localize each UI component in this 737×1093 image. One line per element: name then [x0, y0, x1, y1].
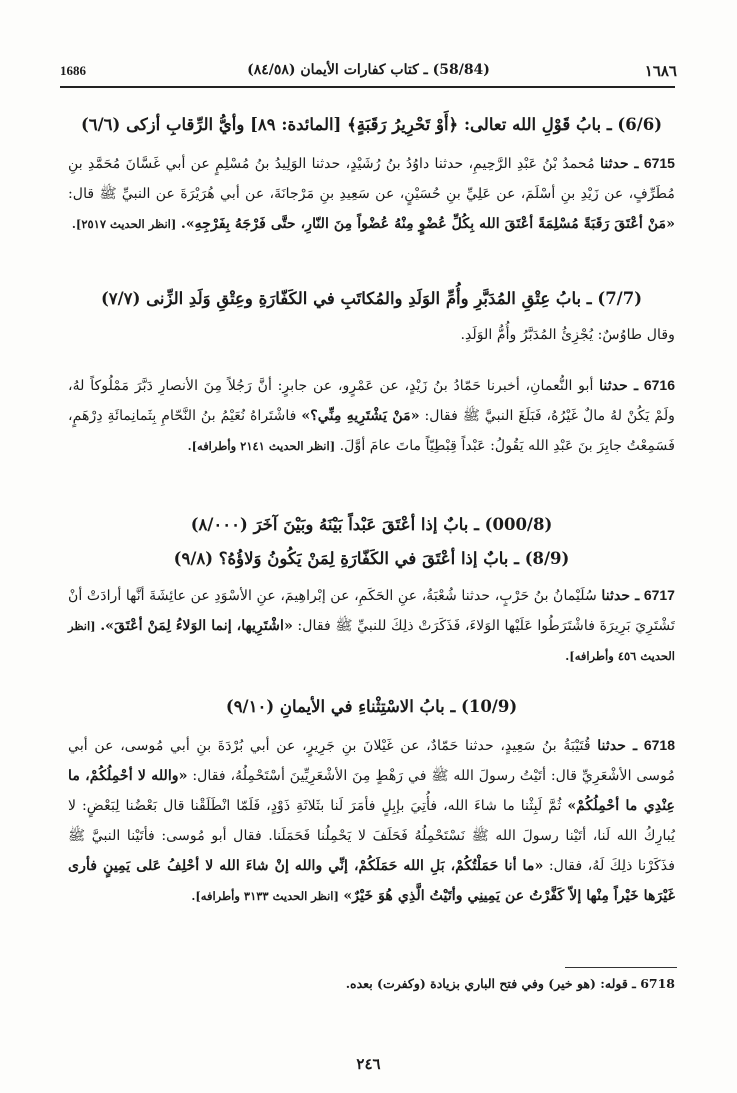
footer-page-number: ٢٤٦: [356, 1055, 381, 1073]
prophetic-quote: «اشْتَرِيها، إنما الوَلاءُ لِمَنْ أعْتَقَ».: [100, 618, 293, 634]
prophetic-quote: «مَنْ أعْتَقَ رَقَبَةً مُسْلِمَةً أعْتَقَ الله بِكُلِّ عُضْوٍ مِنْهُ عُضْواً مِنَ النّارِ، حتَّى فَرْجَهُ بِفَرْجِهِ».: [180, 216, 675, 232]
cross-reference: [انظر الحديث ٢٥١٧].: [71, 217, 177, 231]
prophetic-quote: «مَنْ يَشْتَرِيهِ مِنِّي؟»: [301, 408, 420, 424]
footnote-divider: [565, 967, 677, 968]
header-divider: [60, 86, 675, 88]
haddathana: ـ حدثنا: [600, 156, 639, 172]
hadith-text: قُتَيْبَةُ بنُ سَعِيدٍ، حدثنا حَمّادٌ، عن غَيْلانَ بنِ جَرِيرٍ، عن أبي بُرْدَةَ بنِ أبي مُوسى، عن أبي مُوسى الأشْعَرِيِّ قال: أتَيْتُ رسولَ الله ﷺ في رَهْطٍ مِنَ الأشْعَرِيِّينَ أسْتَحْمِلُهُ، فقال:: [68, 738, 675, 784]
hadith-number: 6718: [643, 737, 675, 753]
hadith-6716: [68, 370, 675, 461]
chapter-title-7-7: (7/7) ـ بابُ عِتْقِ المُدَبَّرِ وأُمِّ الوَلَدِ والمُكاتَبِ في الكَفّارَةِ وعِتْقِ وَلَدِ الزِّنى (٧/٧): [100, 289, 643, 308]
hadith-text-continued: فاشْتَراهُ نُعَيْمُ بنُ النَّحّامِ بِثَمانِمائَةِ دِرْهَمٍ، فَسَمِعْتُ جابِرَ بنَ عَبْدِ الله يَقُولُ: عَبْداً قِبْطِيّاً ماتَ عامَ أوَّلَ.: [68, 408, 675, 454]
hadith-number: 6717: [643, 587, 675, 603]
hadith-6717: [68, 580, 675, 671]
hadith-6715: [68, 148, 675, 239]
cross-reference: [انظر الحديث ٣١٣٣ وأطرافه].: [191, 889, 339, 903]
haddathana: ـ حدثنا: [597, 738, 638, 754]
cross-reference: [انظر الحديث ٢١٤١ وأطرافه].: [187, 439, 336, 453]
page-number-arabic: ١٦٨٦: [644, 62, 677, 80]
hadith-text: سُلَيْمانُ بنُ حَرْبٍ، حدثنا شُعْبَةُ، عنِ الحَكَمِ، عن إبْراهِيمَ، عنِ الأسْوَدِ عن عائِشَةَ أنَّها أرادَتْ أنْ تَشْتَرِيَ بَرِيرَةَ فاشْتَرَطُوا عَلَيْها الوَلاءَ، فَذَكَرَتْ ذلِكَ للنبيِّ ﷺ فقال:: [68, 588, 675, 634]
cross-reference: [انظر الحديث ٤٥٦ وأطرافه].: [68, 619, 675, 663]
hadith-6718: [68, 730, 675, 911]
page-number-latin: 1686: [60, 63, 86, 78]
prophetic-quote-2: «ما أنا حَمَلْتُكُمْ، بَلِ الله حَمَلَكُمْ، إنِّي والله إنْ شاءَ الله لا أحْلِفُ عَلى يَمِينٍ فأرى غَيْرَها خَيْراً مِنْها إلاّ كَفَّرْتُ عن يَمِينِي وأتَيْتُ الَّذِي هُوَ خَيْرٌ»: [68, 858, 675, 904]
footnote: 6718 ـ قوله: (هو خير) وفي فتح الباري بزيادة (وكفرت) بعده.: [345, 976, 675, 991]
tawus-statement: وقال طاوُسٌ: يُجْزِئُ المُدَبَّرُ وأُمُّ الوَلَدِ.: [460, 327, 675, 343]
hadith-text-continued: ثُمَّ لَبِثْنا ما شاءَ الله، فأُتِيَ بإبِلٍ فأمَرَ لَنا بثَلاثَةِ ذَوْدٍ، فَلَمّا انْطَلَقْنا قال بَعْضُنا لِبَعْضٍ: لا يُبارِكُ الله لَنا، أتَيْنا رسولَ الله ﷺ نَسْتَحْمِلُهُ فَحَلَفَ لا يَحْمِلُنا فَحَمَلَنا. فقال أبو مُوسى: فأتَيْنا النبيَّ ﷺ فذَكَرْنا ذلِكَ لَهُ، فقال:: [68, 798, 675, 874]
hadith-number: 6716: [643, 377, 675, 393]
running-title: (58/84) ـ كتاب كفارات الأيمان (٨٤/٥٨): [247, 62, 490, 78]
haddathana: ـ حدثنا: [601, 588, 640, 604]
chapter-title-000-8: (000/8) ـ بابٌ إذا أعْتَقَ عَبْداً بَيْنَهُ وبَيْنَ آخَرَ (٨/٠٠٠): [190, 515, 553, 534]
chapter-title-6-6: (6/6) ـ بابُ قَوْلِ الله تعالى: ﴿أَوْ تَحْرِيرُ رَقَبَةٍ﴾ [المائدة: ٨٩] وأيُّ الرِّقابِ أزكى (٦/٦): [80, 115, 663, 134]
chapter-title-10-9: (10/9) ـ بابُ الاسْتِثْناءِ في الأيمانِ (٩/١٠): [225, 697, 518, 716]
hadith-number: 6715: [643, 155, 675, 171]
hadith-text: أبو النُّعمانِ، أخبرنا حَمّادُ بنُ زَيْدٍ، عن عَمْرٍو، عن جابرٍ: أنَّ رَجُلاً مِنَ الأنصارِ دَبَّرَ مَمْلُوكاً لهُ، ولَمْ يَكُنْ لهُ مالٌ غَيْرُهُ، فَبَلَغَ النبيَّ ﷺ فقال:: [68, 378, 675, 424]
page-header: [60, 60, 677, 84]
prophetic-quote: «والله لا أحْمِلُكُمْ، ما عِنْدِي ما أحْمِلُكُمْ»: [68, 768, 675, 814]
chapter-title-8-9: (8/9) ـ بابٌ إذا أعْتَقَ في الكَفّارَةِ لِمَنْ يَكُونُ وَلاؤُهُ؟ (٩/٨): [173, 549, 570, 568]
haddathana: ـ حدثنا: [599, 378, 639, 394]
hadith-text: مُحمدُ بْنُ عَبْدِ الرَّحِيمِ، حدثنا داوُدُ بنُ رُشَيْدٍ، حدثنا الوَلِيدُ بنُ مُسْلِمٍ عن أبي غَسَّانَ مُحَمَّدِ بنِ مُطَرِّفٍ، عن زَيْدِ بنِ أسْلَمَ، عن عَلِيِّ بنِ حُسَيْنٍ، عن سَعِيدِ بنِ مَرْجانَةَ، عن أبي هُرَيْرَةَ عن النبيِّ ﷺ قال:: [68, 156, 675, 202]
